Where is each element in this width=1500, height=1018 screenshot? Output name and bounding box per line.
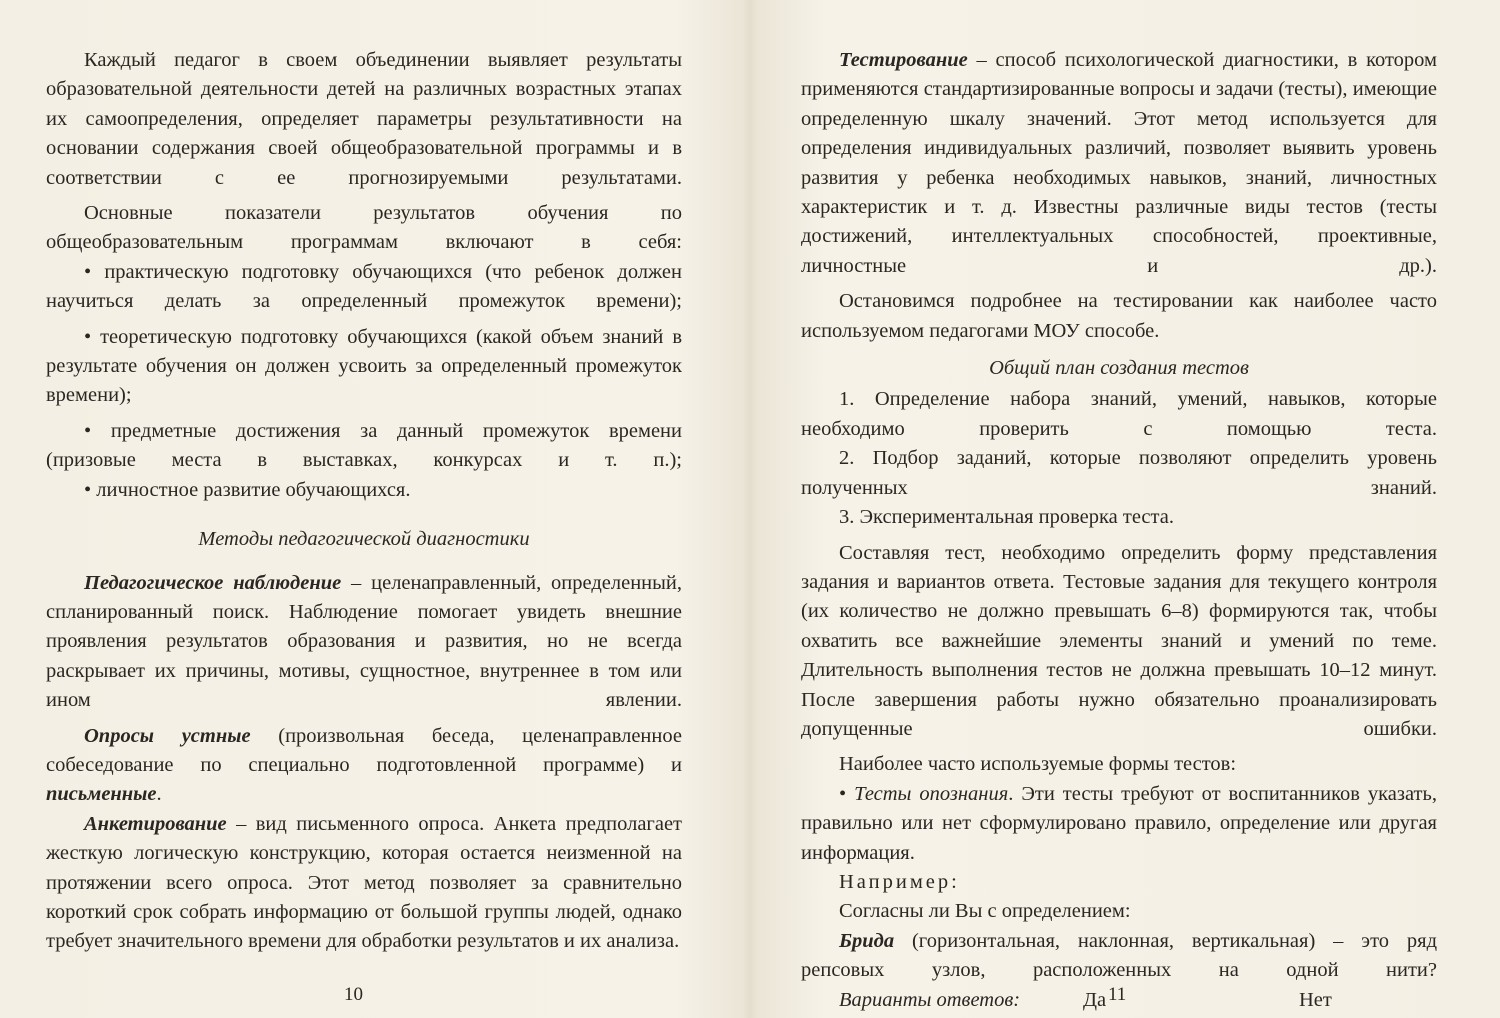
term: Брида	[839, 929, 895, 952]
answers-label: Варианты ответов:	[839, 988, 1021, 1011]
list-item: 1. Определение набора знаний, умений, навыков, которые необходимо проверить с помощью теста.	[801, 388, 1437, 440]
question-intro: Согласны ли Вы с определением:	[839, 900, 1131, 923]
list-item: • практическую подготовку обучающихся (что ребенок должен научиться делать за определенный промежуток времени);	[46, 260, 682, 313]
term: Тесты опознания	[854, 782, 1009, 805]
left-page	[46, 46, 682, 957]
paragraph: Каждый педагог в своем объединении выявляет результаты образовательной деятельности детей на различных возрастных этапах их самоопределения, определяет параметры результативности на основании содержания своей общеобразовательной программы и в соответствии с ее прогнозируемыми результатами.	[46, 49, 682, 189]
paragraph	[46, 810, 682, 957]
definition-text: . Эти тесты требуют от воспитанников указать, правильно или нет сформулировано правило, определение или другая информация.	[801, 782, 1437, 864]
paragraph: Остановимся подробнее на тестировании как наиболее часто используемом педагогами МОУ способе.	[801, 290, 1437, 342]
question	[801, 927, 1437, 986]
paragraph	[46, 569, 682, 716]
paragraph: Наиболее часто используемые формы тестов:	[839, 753, 1237, 776]
list-item: • предметные достижения за данный промежуток времени (призовые места в выставках, конкурсах и т. п.);	[46, 419, 682, 472]
term: Педагогическое наблюдение	[84, 571, 342, 594]
definition-text: (произвольная беседа, целенаправленное собеседование по специально подготовленной программе) и	[46, 724, 682, 776]
punctuation: .	[156, 783, 162, 806]
question-text: (горизонтальная, наклонная, вертикальная) – это ряд репсовых узлов, расположенных на одной нити?	[801, 929, 1437, 982]
paragraph: Составляя тест, необходимо определить форму представления задания и вариантов ответа. Тестовые задания для текущего контроля (их количество не должно превышать 6–8) формируются так, чтобы охватить все важнейшие элементы знаний и умений по теме. Длительность выполнения тестов не должна превышать 10–12 минут. После завершения работы нужно обязательно проанализировать допущенные ошибки.	[801, 541, 1437, 740]
list-item: 2. Подбор заданий, которые позволяют определить уровень полученных знаний.	[801, 447, 1437, 499]
page-number: 10	[344, 984, 363, 1005]
section-heading: Методы педагогической диагностики	[198, 528, 530, 551]
paragraph	[801, 46, 1437, 281]
term: письменные	[46, 783, 157, 806]
term: Опросы устные	[84, 724, 251, 747]
paragraph: Основные показатели результатов обучения по общеобразовательным программам включают в себя:	[46, 202, 682, 254]
list-item: • личностное развитие обучающихся.	[84, 478, 411, 501]
right-page	[801, 46, 1437, 1015]
definition-text: – способ психологической диагностики, в котором применяются стандартизированные вопросы и задачи (тесты), имеющие определенную шкалу значений. Этот метод используется для определения индивидуальных различий, позволяет выявить уровень развития у ребенка необходимых навыков, знаний, личностных характеристик и т. д. Известны различные виды тестов (тесты достижений, интеллектуальных способностей, проективные, личностные и др.).	[801, 49, 1437, 277]
answer-no: Нет	[1299, 988, 1332, 1011]
term: Анкетирование	[84, 812, 227, 835]
answer-yes: Да	[1083, 988, 1107, 1011]
page-number: 11	[1108, 984, 1127, 1005]
list-item	[801, 780, 1437, 868]
definition-text: – целенаправленный, определенный, спланированный поиск. Наблюдение помогает увидеть внешние проявления результатов образования и развития, но не всегда раскрывает их причины, мотивы, сущностное, внутреннее в том или ином явлении.	[46, 571, 682, 712]
bullet: •	[839, 782, 855, 805]
definition-text: – вид письменного опроса. Анкета предполагает жесткую логическую конструкцию, которая остается неизменной на протяжении всего опроса. Этот метод позволяет за сравнительно короткий срок собрать информацию от большой группы людей, однако требует значительного времени для обработки результатов и их анализа.	[46, 812, 682, 953]
term: Тестирование	[839, 49, 968, 71]
example-label: Например:	[839, 870, 960, 893]
section-heading: Общий план создания тестов	[989, 357, 1249, 380]
list-item: 3. Экспериментальная проверка теста.	[839, 506, 1174, 529]
paragraph	[46, 722, 682, 810]
list-item: • теоретическую подготовку обучающихся (какой объем знаний в результате обучения он должен усвоить за определенный промежуток времени);	[46, 325, 682, 407]
